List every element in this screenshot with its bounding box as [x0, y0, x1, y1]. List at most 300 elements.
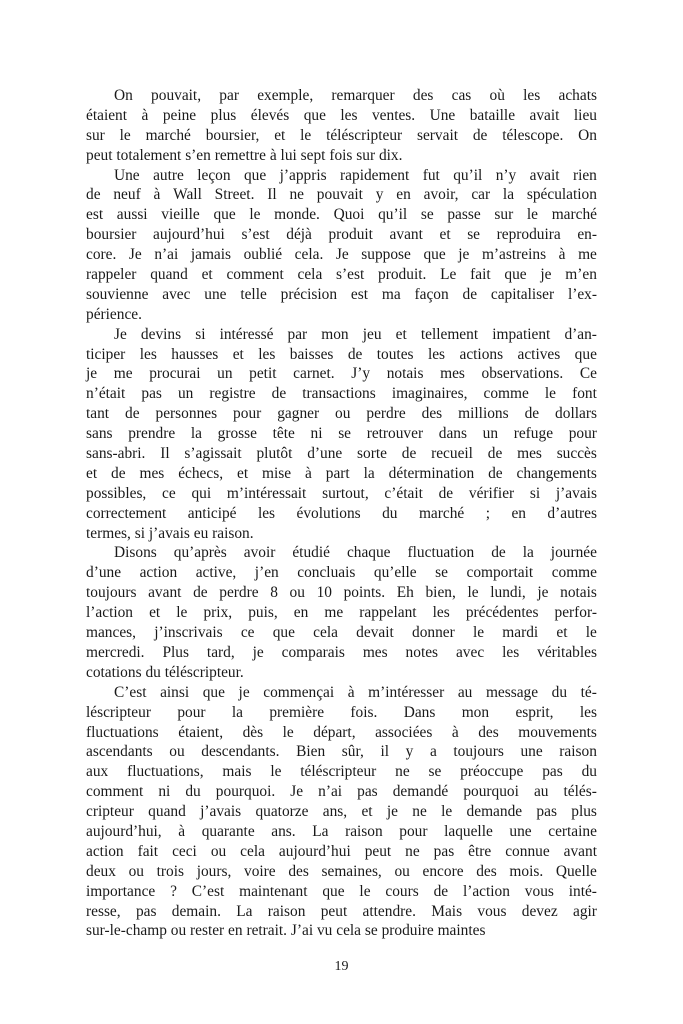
word: n’ai	[318, 783, 343, 801]
word: pour	[233, 405, 262, 423]
word: ticiper	[86, 345, 126, 363]
word: souvienne	[86, 285, 149, 303]
text-line	[86, 185, 597, 205]
word: s’est	[336, 266, 365, 284]
word: la	[502, 186, 515, 204]
word: préoccupe	[460, 763, 524, 781]
word: comparais	[281, 643, 345, 661]
word: du	[382, 504, 398, 522]
word: transactions	[302, 385, 376, 403]
word: Je	[335, 246, 349, 264]
word: le	[119, 126, 131, 144]
word: des	[476, 862, 497, 880]
word: du	[145, 663, 161, 681]
word: avec	[162, 285, 191, 303]
word: je	[537, 584, 549, 602]
word: termes,	[86, 524, 131, 542]
word: et	[395, 325, 407, 343]
word: attendre.	[362, 902, 416, 920]
word: actions	[459, 345, 504, 363]
word: pourquoi.	[215, 783, 276, 801]
word: part	[325, 464, 350, 482]
word: pour	[177, 703, 206, 721]
word: personnes	[155, 405, 218, 423]
word: bataille	[469, 106, 516, 124]
word: ainsi	[160, 683, 190, 701]
word: baisses	[289, 345, 334, 363]
word: le	[467, 584, 479, 602]
text-line	[86, 902, 597, 922]
word: associées	[375, 723, 433, 741]
word: pourquoi	[463, 783, 519, 801]
word: y	[405, 743, 414, 761]
word: gagner	[277, 405, 320, 423]
word: monde.	[274, 206, 320, 224]
word: anticipé	[187, 504, 237, 522]
word: ma	[381, 285, 401, 303]
word: ans.	[271, 822, 296, 840]
word: capitaliser	[490, 285, 555, 303]
word: Une	[429, 106, 456, 124]
word: les	[502, 643, 520, 661]
word: que	[423, 246, 446, 264]
word: cas	[451, 87, 472, 104]
word: Quoi	[333, 206, 365, 224]
word: action	[139, 564, 178, 582]
text-line	[86, 742, 597, 762]
word: ou	[210, 842, 227, 860]
word: les	[432, 604, 450, 622]
word: boursier,	[205, 126, 260, 144]
word: les	[257, 504, 276, 522]
word: On	[114, 87, 133, 104]
word: se	[435, 564, 448, 582]
word: et	[361, 803, 373, 821]
word: pas	[141, 385, 162, 403]
word: suppose	[361, 246, 411, 264]
word: ceci	[172, 842, 197, 860]
word: le	[282, 723, 294, 741]
word: spéculation	[526, 186, 597, 204]
word: léscripteur	[86, 703, 151, 721]
word: à	[347, 683, 355, 701]
word: bien,	[425, 584, 456, 602]
word: petit	[249, 365, 277, 383]
word: en	[228, 922, 243, 940]
word: dollars	[555, 405, 597, 423]
word: mois.	[509, 862, 544, 880]
word: en	[511, 504, 526, 522]
word: devait	[356, 624, 394, 642]
text-line	[86, 404, 597, 424]
word: Dans	[403, 703, 436, 721]
word: cela	[336, 922, 362, 940]
word: J’y	[351, 365, 371, 383]
word: tellement	[420, 325, 479, 343]
word: fluctuation	[407, 544, 475, 562]
word: vous	[477, 902, 507, 920]
text-line	[86, 444, 597, 464]
word: pas	[433, 842, 455, 860]
text-line	[86, 345, 597, 365]
word: inté-	[568, 882, 597, 900]
word: ce	[162, 484, 176, 502]
word: mes	[440, 365, 465, 383]
word: j’avais	[555, 484, 597, 502]
word: d’an-	[564, 325, 597, 343]
word: C’est	[191, 882, 225, 900]
word: n’y	[495, 166, 517, 184]
text-line	[86, 305, 597, 325]
word: actives	[517, 345, 561, 363]
word: peine	[162, 106, 197, 124]
word: aujourd’hui	[153, 226, 225, 244]
word: mes	[517, 445, 542, 463]
word: ventes.	[371, 106, 416, 124]
word: voire	[244, 862, 276, 880]
word: dans	[438, 425, 467, 443]
word: du	[581, 763, 597, 781]
word: de	[401, 445, 417, 463]
word: une	[509, 822, 532, 840]
word: avec	[455, 643, 485, 661]
word: la	[190, 425, 202, 443]
word: correctement	[86, 504, 167, 522]
word: avait	[529, 166, 560, 184]
word: laquelle	[444, 822, 493, 840]
word: Wall	[173, 186, 202, 204]
word: reproduira	[496, 226, 561, 244]
word: remarquer	[331, 87, 395, 104]
word: ;	[485, 504, 490, 522]
word: ne	[289, 186, 304, 204]
word: la	[231, 703, 243, 721]
word: j’inscrivais	[154, 624, 223, 642]
word: tard,	[206, 643, 235, 661]
word: véritables	[537, 643, 597, 661]
word: demande	[466, 803, 523, 821]
text-line	[86, 464, 597, 484]
word: ne	[412, 803, 427, 821]
word: avant	[563, 842, 597, 860]
word: peut	[364, 842, 392, 860]
word: demandé	[392, 783, 449, 801]
text-line	[86, 583, 597, 603]
word: millions	[458, 405, 509, 423]
word: les	[258, 345, 276, 363]
word: ou	[170, 922, 187, 940]
word: ou	[128, 862, 144, 880]
word: mon	[461, 703, 490, 721]
word: Street.	[214, 186, 255, 204]
word: toutes	[376, 345, 414, 363]
word: Je	[290, 783, 304, 801]
word: imaginaires,	[391, 385, 468, 403]
word: les	[523, 87, 541, 104]
word: mardi	[502, 624, 539, 642]
text-line	[86, 563, 597, 583]
word: de	[125, 405, 140, 423]
word: ascendants	[86, 743, 153, 761]
word: mon	[321, 325, 349, 343]
word: l’action	[462, 882, 510, 900]
word: core.	[86, 246, 117, 264]
word: de	[86, 186, 101, 204]
word: sur	[494, 206, 514, 224]
word: produit.	[378, 266, 427, 284]
word: trois	[156, 862, 185, 880]
word: certaine	[548, 822, 597, 840]
word: Je	[114, 325, 127, 343]
word: perdre	[219, 584, 259, 602]
word: fluctuations	[86, 723, 159, 741]
word: que	[202, 683, 225, 701]
word: m’intéresser	[368, 683, 445, 701]
word: si	[195, 325, 206, 343]
word: servait	[416, 126, 458, 144]
word: retrouver	[366, 425, 424, 443]
word: et	[274, 126, 286, 144]
word: de	[271, 385, 287, 403]
word: s’agissait	[184, 445, 242, 463]
text-line	[86, 524, 597, 544]
word: s’en	[185, 146, 211, 164]
word: se	[338, 425, 352, 443]
word: Le	[440, 266, 457, 284]
word: rester	[190, 922, 225, 940]
word: mais	[222, 763, 252, 781]
word: Disons	[114, 544, 157, 562]
word: C’est	[114, 683, 147, 701]
word: du	[185, 783, 201, 801]
word: puis,	[248, 604, 278, 622]
text-line	[86, 543, 597, 563]
word: impatient	[492, 325, 551, 343]
word: notais	[386, 365, 424, 383]
word: téléscripteur.	[164, 663, 244, 681]
word: à	[141, 106, 149, 124]
word: marché	[418, 504, 465, 522]
word: le	[270, 763, 282, 781]
word: évolutions	[296, 504, 361, 522]
word: quand	[150, 266, 188, 284]
word: ans,	[322, 803, 348, 821]
word: télescope.	[502, 126, 564, 144]
text-line	[86, 504, 597, 524]
word: sept	[300, 146, 326, 164]
word: que	[504, 266, 527, 284]
word: de	[433, 882, 449, 900]
word: le	[585, 624, 597, 642]
word: cours	[385, 882, 419, 900]
text-line	[86, 862, 597, 882]
text-line	[86, 703, 597, 723]
word: lundi,	[490, 584, 526, 602]
word: donner	[412, 624, 455, 642]
word: la	[363, 464, 375, 482]
word: périence.	[86, 305, 142, 323]
word: plus	[210, 106, 237, 124]
text-line	[86, 325, 597, 345]
word: comportait	[466, 564, 534, 582]
word: je	[238, 683, 250, 701]
word: comme	[551, 564, 597, 582]
word: précédentes	[465, 604, 539, 622]
word: et	[86, 464, 98, 482]
word: fut	[422, 166, 440, 184]
word: ou	[335, 405, 351, 423]
word: se	[420, 206, 434, 224]
word: peut	[86, 146, 113, 164]
word: maintes	[437, 922, 486, 940]
word: fois	[329, 146, 353, 164]
word: et	[232, 345, 244, 363]
word: avant	[389, 226, 423, 244]
word: des	[412, 87, 434, 104]
word: mouvements	[518, 723, 597, 741]
word: quand	[148, 803, 186, 821]
word: détermination	[388, 464, 475, 482]
word: fait	[470, 266, 491, 284]
word: Bien	[296, 743, 326, 761]
word: rapidement	[340, 166, 410, 184]
word: avoir	[243, 544, 276, 562]
word: esprit,	[515, 703, 554, 721]
word: à	[178, 822, 186, 840]
word: je	[540, 266, 552, 284]
word: car	[471, 186, 491, 204]
word: n’ai	[154, 246, 179, 264]
word: Quelle	[555, 862, 597, 880]
word: Eh	[396, 584, 414, 602]
word: connue	[505, 842, 550, 860]
word: retrait.	[246, 922, 288, 940]
word: neuf	[113, 186, 141, 204]
word: mise	[262, 464, 292, 482]
word: la	[522, 544, 534, 562]
word: J’ai	[290, 922, 314, 940]
word: leçon	[197, 166, 231, 184]
word: avoir,	[423, 186, 459, 204]
word: se	[428, 763, 442, 781]
text-line	[86, 146, 597, 166]
word: cotations	[86, 663, 142, 681]
word: des	[288, 862, 309, 880]
word: devez	[521, 902, 558, 920]
word: rien	[572, 166, 597, 184]
word: notes	[405, 643, 439, 661]
word: des	[421, 405, 443, 423]
word: d’une	[307, 445, 343, 463]
text-line	[86, 842, 597, 862]
text-line	[86, 484, 597, 504]
word: message	[485, 683, 539, 701]
word: qu’après	[173, 544, 227, 562]
word: je	[252, 643, 264, 661]
word: pas	[536, 803, 557, 821]
word: action	[86, 842, 124, 860]
word: toujours	[453, 743, 504, 761]
word: rappeler	[86, 266, 137, 284]
word: m’intéressait	[226, 484, 307, 502]
word: par	[287, 325, 308, 343]
word: étudié	[292, 544, 330, 562]
word: où	[489, 87, 505, 104]
word: me	[578, 246, 597, 264]
word: raison	[345, 822, 383, 840]
word: être	[468, 842, 492, 860]
word: sans-abri.	[86, 445, 146, 463]
word: je	[86, 365, 98, 383]
page-number-folio: 19	[334, 959, 349, 974]
word: sur-le-champ	[86, 922, 167, 940]
word: ni	[158, 783, 171, 801]
text-line	[86, 603, 597, 623]
word: une	[520, 743, 543, 761]
text-line	[86, 166, 597, 186]
word: qu’elle	[373, 564, 417, 582]
word: sorte	[357, 445, 387, 463]
word: dès	[242, 723, 264, 741]
word: ni	[310, 425, 323, 443]
word: si	[134, 524, 145, 542]
word: rappelant	[359, 604, 417, 622]
word: Une	[114, 166, 140, 184]
word: avait	[529, 106, 560, 124]
word: maintenant	[239, 882, 308, 900]
word: Mais	[431, 902, 463, 920]
word: j’en	[254, 564, 279, 582]
word: La	[236, 902, 253, 920]
word: à	[451, 723, 459, 741]
word: demain.	[171, 902, 221, 920]
text-line	[86, 762, 597, 782]
word: un	[482, 425, 499, 443]
word: aujourd’hui,	[86, 822, 162, 840]
word: de	[524, 405, 540, 423]
word: toujours	[86, 584, 137, 602]
word: un	[177, 385, 194, 403]
word: de	[462, 285, 478, 303]
word: font	[572, 385, 597, 403]
word: points.	[343, 584, 386, 602]
word: plutôt	[256, 445, 293, 463]
word: vérifier	[468, 484, 515, 502]
word: départ,	[313, 723, 356, 741]
text-line	[86, 126, 597, 146]
text-line	[86, 663, 597, 683]
word: Ce	[579, 365, 597, 383]
text-line	[86, 921, 597, 941]
word: que	[243, 166, 267, 184]
word: de	[438, 484, 454, 502]
word: qu’il	[453, 166, 483, 184]
word: pas	[542, 763, 563, 781]
word: que	[272, 624, 295, 642]
word: Il	[267, 186, 277, 204]
word: observations.	[481, 365, 564, 383]
word: comment	[226, 266, 284, 284]
word: le	[176, 604, 188, 622]
word: de	[491, 544, 506, 562]
word: s’est	[241, 226, 270, 244]
word: l’ex-	[567, 285, 597, 303]
word: une	[204, 285, 227, 303]
word: pouvait,	[151, 87, 202, 104]
word: avant	[148, 584, 182, 602]
word: boursier	[86, 226, 137, 244]
word: du	[551, 683, 568, 701]
